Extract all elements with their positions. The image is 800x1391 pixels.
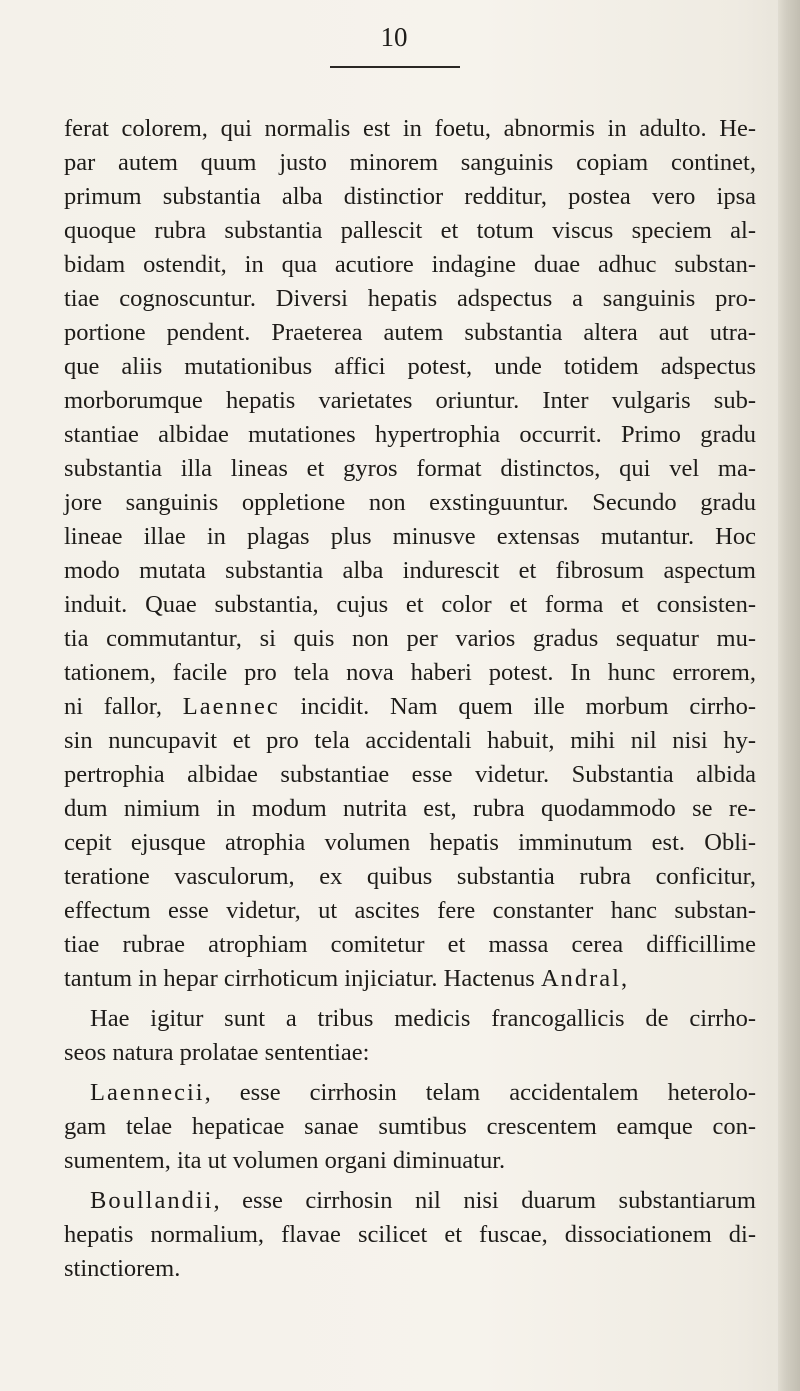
text-line: lineae illae in plagas plus minusve extensas mutantur. Hoc (64, 523, 756, 550)
text-line: par autem quum justo minorem sanguinis copiam continet, (64, 149, 756, 176)
text-line: pertrophia albidae substantiae esse videtur. Substantia albida (64, 761, 756, 788)
text-line: seos natura prolatae sententiae: (64, 1039, 370, 1066)
text-fragment: ni fallor, (64, 693, 163, 720)
text-line: morborumque hepatis varietates oriuntur. Inter vulgaris sub- (64, 387, 756, 414)
author-name-laennec: Laennec (182, 693, 280, 720)
author-name-boullandii: Boullandii (90, 1187, 214, 1214)
text-line: modo mutata substantia alba indurescit et fibrosum aspectum (64, 557, 756, 584)
text-line: sin nuncupavit et pro tela accidentali habuit, mihi nil nisi hy- (64, 727, 756, 754)
author-name-andral: Andral, (540, 965, 630, 992)
text-fragment: tantum in hepar cirrhoticum injiciatur. Hactenus (64, 965, 535, 992)
text-line (90, 1184, 756, 1218)
text-line (64, 962, 756, 996)
text-line: teratione vasculorum, ex quibus substantia rubra conficitur, (64, 863, 756, 890)
text-line: primum substantia alba distinctior redditur, postea vero ipsa (64, 183, 756, 210)
text-line: gam telae hepaticae sanae sumtibus crescentem eamque con- (64, 1113, 756, 1140)
text-line: tia commutantur, si quis non per varios gradus sequatur mu- (64, 625, 756, 652)
text-fragment: incidit. Nam quem ille morbum cirrho- (300, 693, 756, 720)
text-line: tiae cognoscuntur. Diversi hepatis adspectus a sanguinis pro- (64, 285, 756, 312)
text-line (90, 1076, 756, 1110)
author-name-laennecii: Laennecii (90, 1079, 205, 1106)
text-fragment: , esse cirrhosin nil nisi duarum substantiarum (213, 1187, 756, 1214)
text-fragment: , esse cirrhosin telam accidentalem heterolo- (204, 1079, 756, 1106)
text-line: hepatis normalium, flavae scilicet et fuscae, dissociationem di- (64, 1221, 756, 1248)
text-line: stinctiorem. (64, 1255, 181, 1282)
text-line: cepit ejusque atrophia volumen hepatis imminutum est. Obli- (64, 829, 756, 856)
text-line: stantiae albidae mutationes hypertrophia occurrit. Primo gradu (64, 421, 756, 448)
text-line: tiae rubrae atrophiam comitetur et massa cerea difficillime (64, 931, 756, 958)
text-line: portione pendent. Praeterea autem substantia altera aut utra- (64, 319, 756, 346)
page-number: 10 (380, 22, 408, 52)
text-line: quoque rubra substantia pallescit et totum viscus speciem al- (64, 217, 756, 244)
text-line: jore sanguinis oppletione non exstinguuntur. Secundo gradu (64, 489, 756, 516)
text-line: induit. Quae substantia, cujus et color et forma et consisten- (64, 591, 756, 618)
text-line: sumentem, ita ut volumen organi diminuatur. (64, 1147, 506, 1174)
text-line: tationem, facile pro tela nova haberi potest. In hunc errorem, (64, 659, 756, 686)
text-line: ferat colorem, qui normalis est in foetu, abnormis in adulto. He- (64, 115, 756, 142)
text-line: substantia illa lineas et gyros format distinctos, qui vel ma- (64, 455, 756, 482)
text-line: que aliis mutationibus affici potest, unde totidem adspectus (64, 353, 756, 380)
text-line: Hae igitur sunt a tribus medicis francogallicis de cirrho- (90, 1005, 756, 1032)
page-edge (778, 0, 800, 1391)
text-line (64, 690, 756, 724)
text-line: effectum esse videtur, ut ascites fere constanter hanc substan- (64, 897, 756, 924)
text-line: dum nimium in modum nutrita est, rubra quodammodo se re- (64, 795, 756, 822)
header-rule (330, 66, 460, 68)
text-line: bidam ostendit, in qua acutiore indagine duae adhuc substan- (64, 251, 756, 278)
